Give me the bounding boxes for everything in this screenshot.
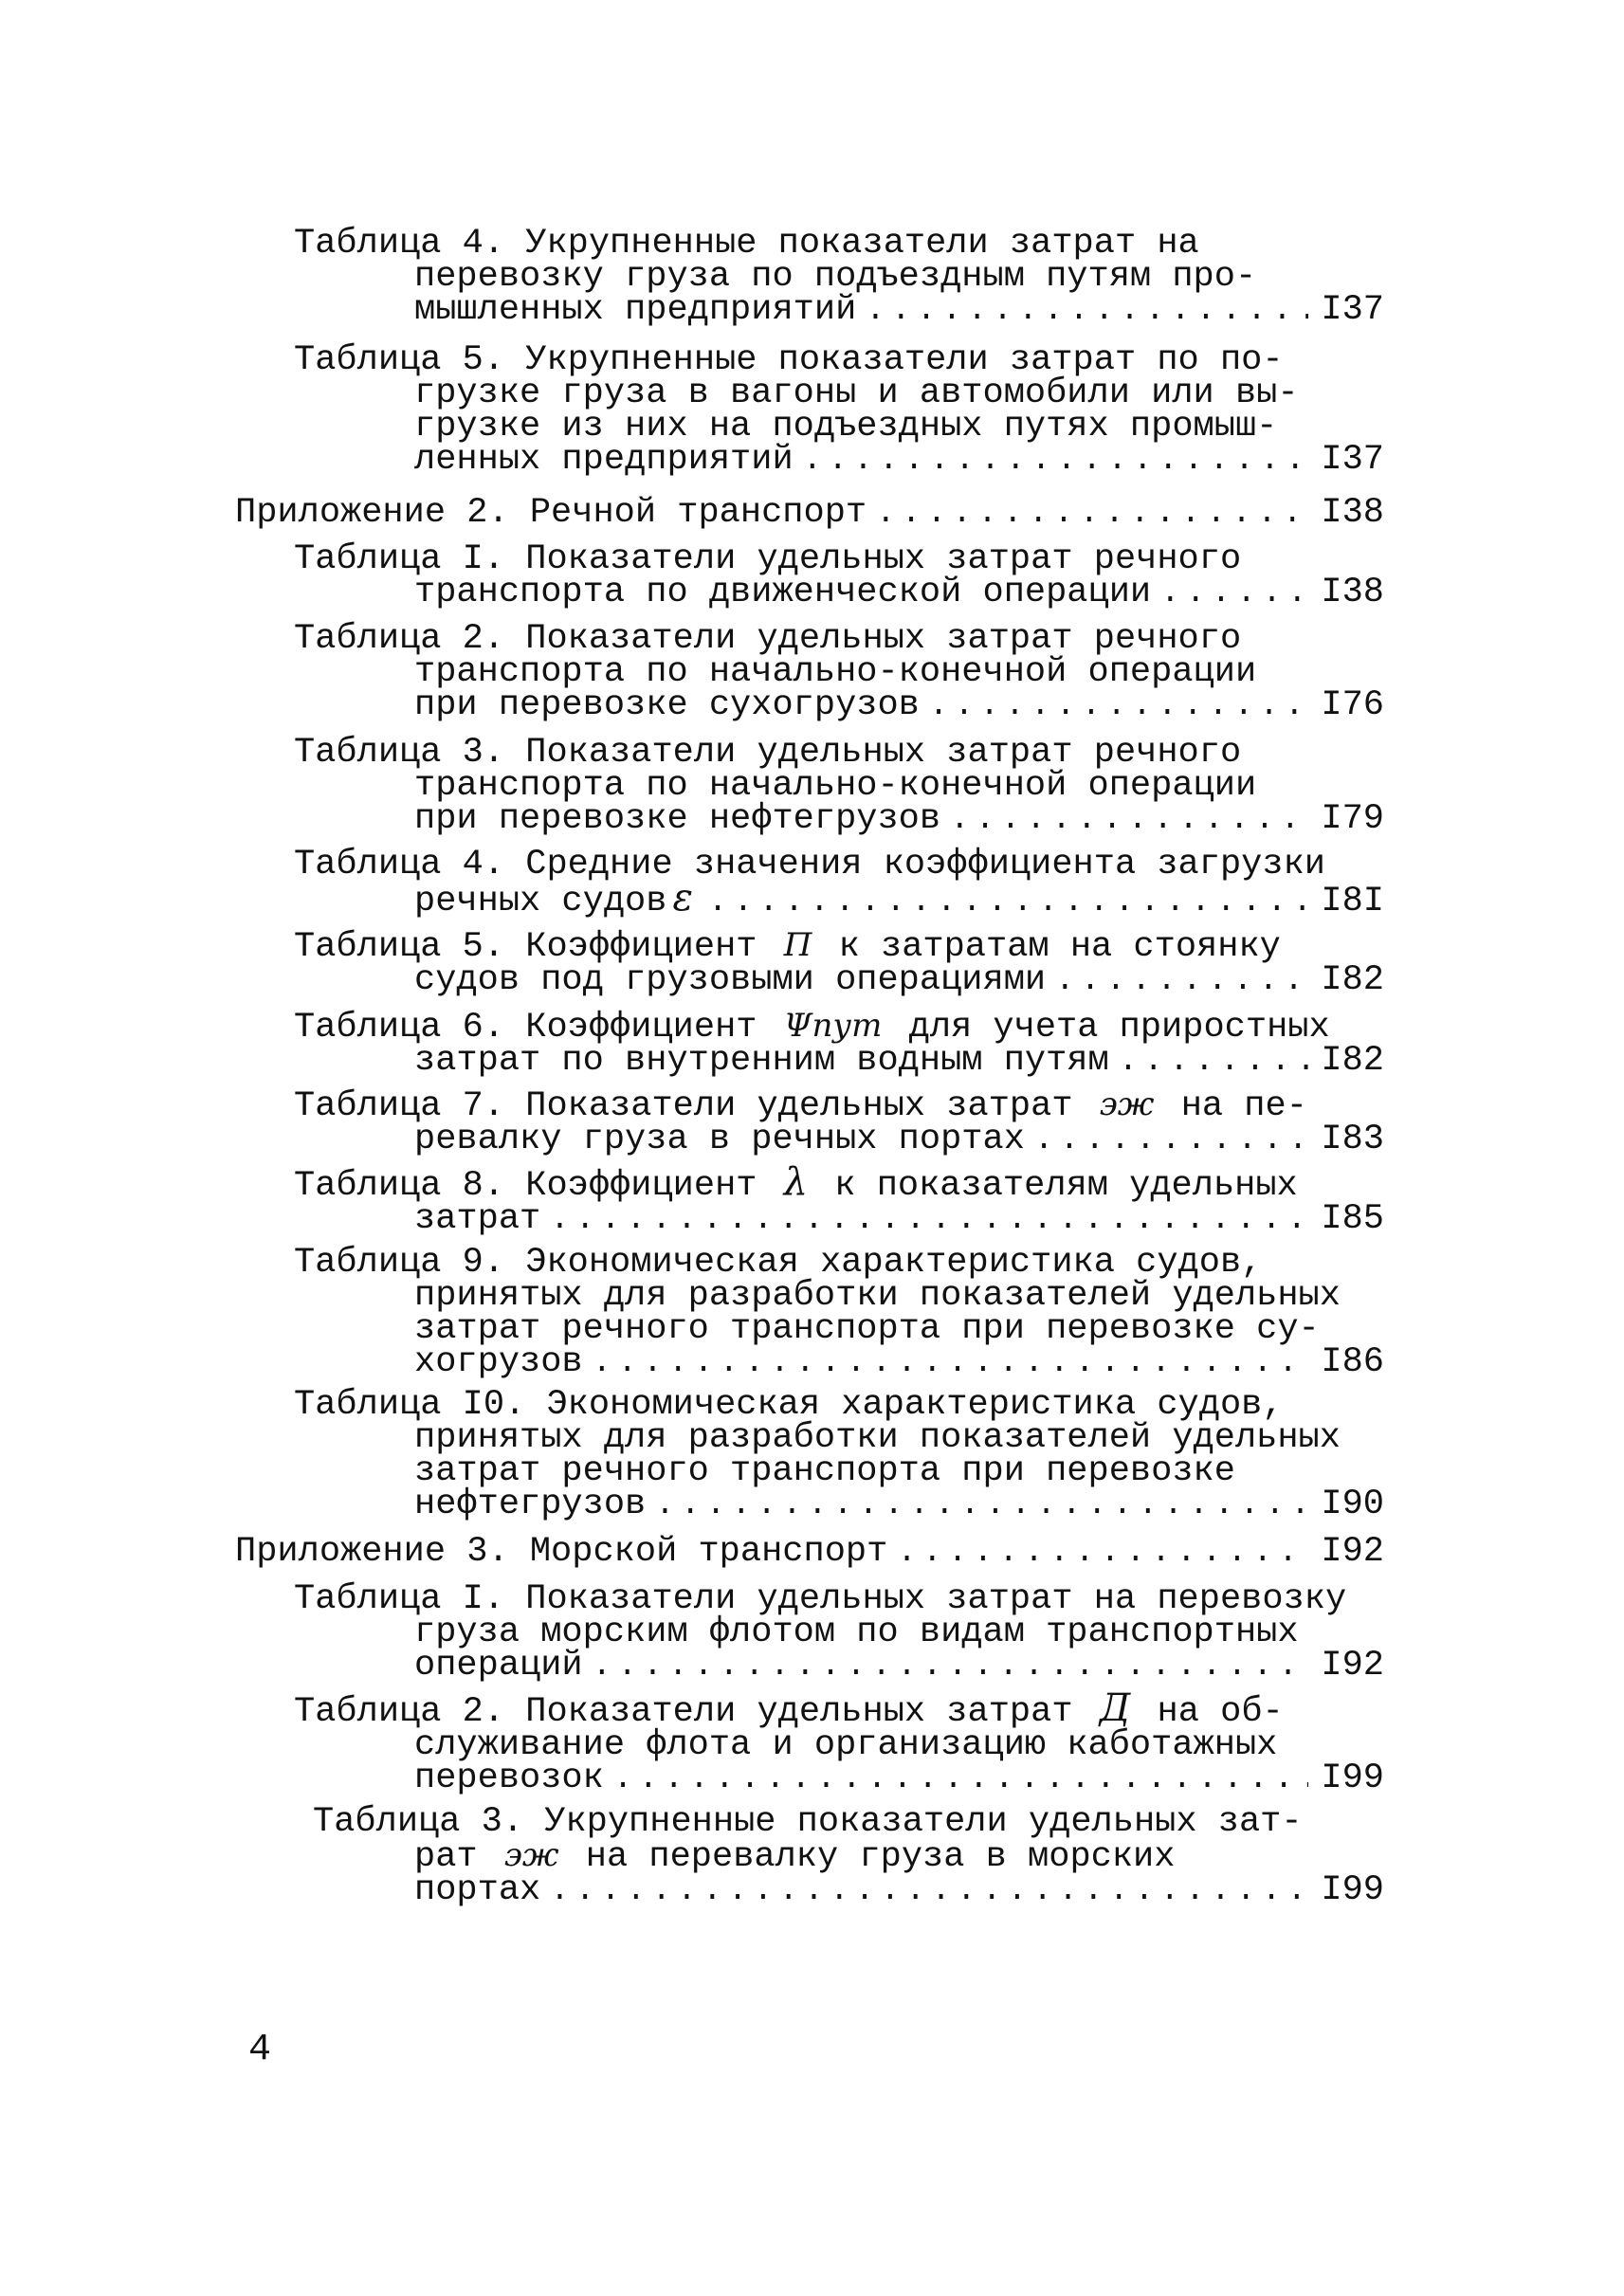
dot-leader: [593, 1347, 1308, 1380]
toc-entry-title-end: затрат: [414, 1199, 541, 1239]
dot-leader: [550, 1875, 1308, 1908]
toc-page-ref: I92: [1321, 1646, 1384, 1686]
toc-appendix-heading: [235, 493, 1384, 533]
toc-entry-line: перевозку груза по подъездным путям про-: [414, 257, 1257, 297]
d-symbol: Д: [1099, 1686, 1131, 1730]
dot-leader: [1034, 1124, 1308, 1157]
dot-leader: [876, 498, 1308, 531]
toc-entry-title-end: портах: [414, 1870, 541, 1910]
toc-page-ref: I82: [1321, 960, 1384, 1000]
toc-entry: [294, 224, 1384, 330]
toc-page-ref: I38: [1321, 573, 1384, 612]
toc-appendix-heading: [235, 1532, 1384, 1572]
toc-page-ref: I8I: [1321, 882, 1384, 921]
toc-entry-title-end: ревалку груза в речных портах: [414, 1120, 1025, 1159]
toc-entry: [294, 1007, 1384, 1081]
toc-entry-title-end: хогрузов: [414, 1342, 583, 1382]
toc-entry-line: транспорта по начально-конечной операции: [414, 652, 1257, 692]
dot-leader: [866, 295, 1308, 328]
toc-page-ref: I99: [1321, 1870, 1384, 1910]
toc-entry-line: на пе-: [1180, 1086, 1307, 1126]
toc-page-ref: I85: [1321, 1199, 1384, 1239]
toc-entry-line: Таблица 8. Коэффициент: [294, 1166, 757, 1206]
toc-entry: [294, 340, 1384, 480]
toc-page-ref: I37: [1321, 440, 1384, 480]
dot-leader: [593, 1650, 1308, 1684]
toc-entry: [294, 845, 1384, 921]
toc-entry-line: служивание флота и организацию каботажных: [414, 1725, 1278, 1765]
toc-entry-title-end: операций: [414, 1646, 583, 1686]
toc-entry-line: принятых для разработки показателей удельных: [414, 1418, 1341, 1458]
toc-entry-line: грузке из них на подъездных путях промыш-: [414, 407, 1278, 446]
toc-page-ref: I99: [1321, 1758, 1384, 1798]
toc-entry: [294, 733, 1384, 839]
toc-page-ref: I79: [1321, 799, 1384, 839]
psi-symbol: Ψпут: [783, 1007, 883, 1045]
toc-entry-title-end: затрат по внутренним водным путям: [414, 1041, 1109, 1081]
cost-symbol: эж: [503, 1836, 559, 1874]
toc-entry-title-end: мышленных предприятий: [414, 290, 857, 330]
toc-entry: [294, 1385, 1384, 1524]
toc-entry-line: принятых для разработки показателей удельных: [414, 1276, 1341, 1316]
toc-entry-line: рат: [414, 1837, 478, 1877]
toc-entry-line: на об-: [1157, 1692, 1284, 1732]
toc-entry: [294, 1160, 1384, 1239]
toc-entry: [294, 1243, 1384, 1382]
toc-entry-title-end: судов под грузовыми операциями: [414, 960, 1047, 1000]
toc-entry-line: затрат речного транспорта при перевозке су-: [414, 1309, 1320, 1349]
appendix-title: Приложение 2. Речной транспорт: [235, 493, 867, 533]
dot-leader: [950, 804, 1308, 837]
toc-entry-line: Таблица 5. Коэффициент: [294, 927, 757, 967]
toc-entry-line: Таблица 3. Показатели удельных затрат речного: [294, 733, 1242, 773]
toc-entry-title-end: речных судов: [414, 882, 667, 921]
toc-entry-line: к показателям удельных: [834, 1166, 1298, 1206]
toc-page-ref: I82: [1321, 1041, 1384, 1081]
toc-page-ref: I37: [1321, 290, 1384, 330]
toc-entry-line: Таблица 4. Укрупненные показатели затрат на: [294, 224, 1199, 264]
toc-entry-line: груза морским флотом по видам транспортных: [414, 1613, 1299, 1652]
dot-leader: [1160, 577, 1308, 610]
toc-entry-title-end: при перевозке нефтегрузов: [414, 799, 941, 839]
dot-leader: [929, 690, 1308, 723]
toc-page-ref: I92: [1321, 1532, 1384, 1572]
toc-entry-title-end: ленных предприятий: [414, 440, 794, 480]
dot-leader: [803, 445, 1308, 478]
toc-entry: [294, 1085, 1384, 1159]
toc-entry-line: Таблица 3. Укрупненные показатели удельных зат-: [313, 1802, 1303, 1842]
toc-entry-line: Таблица I0. Экономическая характеристика судов,: [294, 1385, 1284, 1425]
toc-entry: [313, 1802, 1384, 1910]
toc-page-ref: I38: [1321, 493, 1384, 533]
toc-entry-line: для учета приростных: [908, 1008, 1330, 1048]
toc-page-ref: I83: [1321, 1120, 1384, 1159]
toc-entry-line: транспорта по начально-конечной операции: [414, 766, 1257, 806]
dot-leader: [708, 886, 1308, 920]
toc-entry-line: Таблица 7. Показатели удельных затрат: [294, 1086, 1073, 1126]
dot-leader: [550, 1204, 1308, 1237]
appendix-title: Приложение 3. Морской транспорт: [235, 1532, 888, 1572]
toc-entry-line: Таблица 5. Укрупненные показатели затрат по по-: [294, 340, 1284, 380]
toc-entry: [294, 539, 1384, 612]
toc-entry-line: Таблица 6. Коэффициент: [294, 1008, 757, 1048]
toc-entry-line: Таблица 4. Средние значения коэффициента загрузки: [294, 845, 1325, 884]
lambda-symbol: λ: [783, 1160, 809, 1204]
cost-symbol: эж: [1099, 1085, 1155, 1123]
toc-page-ref: I86: [1321, 1342, 1384, 1382]
toc-entry-title-end: при перевозке сухогрузов: [414, 685, 920, 725]
dot-leader: [1119, 1046, 1308, 1079]
toc-entry-line: Таблица 2. Показатели удельных затрат: [294, 1692, 1073, 1732]
coefficient-symbol: П: [783, 926, 812, 964]
dot-leader: [613, 1763, 1308, 1796]
dot-leader: [1055, 965, 1308, 998]
dot-leader: [897, 1537, 1308, 1570]
toc-entry: [294, 1686, 1384, 1798]
toc-entry-line: к затратам на стоянку: [838, 927, 1281, 967]
toc-page-ref: I90: [1321, 1485, 1384, 1524]
toc-entry: [294, 619, 1384, 725]
toc-entry: [294, 1579, 1384, 1686]
toc-entry-line: Таблица 9. Экономическая характеристика судов,: [294, 1243, 1263, 1283]
toc-page-ref: I76: [1321, 685, 1384, 725]
toc-entry-line: Таблица 2. Показатели удельных затрат речного: [294, 619, 1242, 659]
toc-entry-line: затрат речного транспорта при перевозке: [414, 1451, 1235, 1491]
toc-entry-line: на перевалку груза в морских: [585, 1837, 1176, 1877]
toc-entry-line: грузке груза в вагоны и автомобили или вы-: [414, 374, 1299, 413]
toc-entry-line: Таблица I. Показатели удельных затрат речного: [294, 539, 1242, 579]
dot-leader: [655, 1489, 1308, 1522]
toc-entry-line: Таблица I. Показатели удельных затрат на перевозку: [294, 1579, 1347, 1619]
epsilon-symbol: ε: [672, 876, 693, 920]
toc-entry-title-end: перевозок: [414, 1758, 604, 1798]
toc-entry: [294, 926, 1384, 1000]
toc-entry-title-end: транспорта по движенческой операции: [414, 573, 1152, 612]
page-number: 4: [248, 2029, 272, 2071]
toc-entry-title-end: нефтегрузов: [414, 1485, 647, 1524]
